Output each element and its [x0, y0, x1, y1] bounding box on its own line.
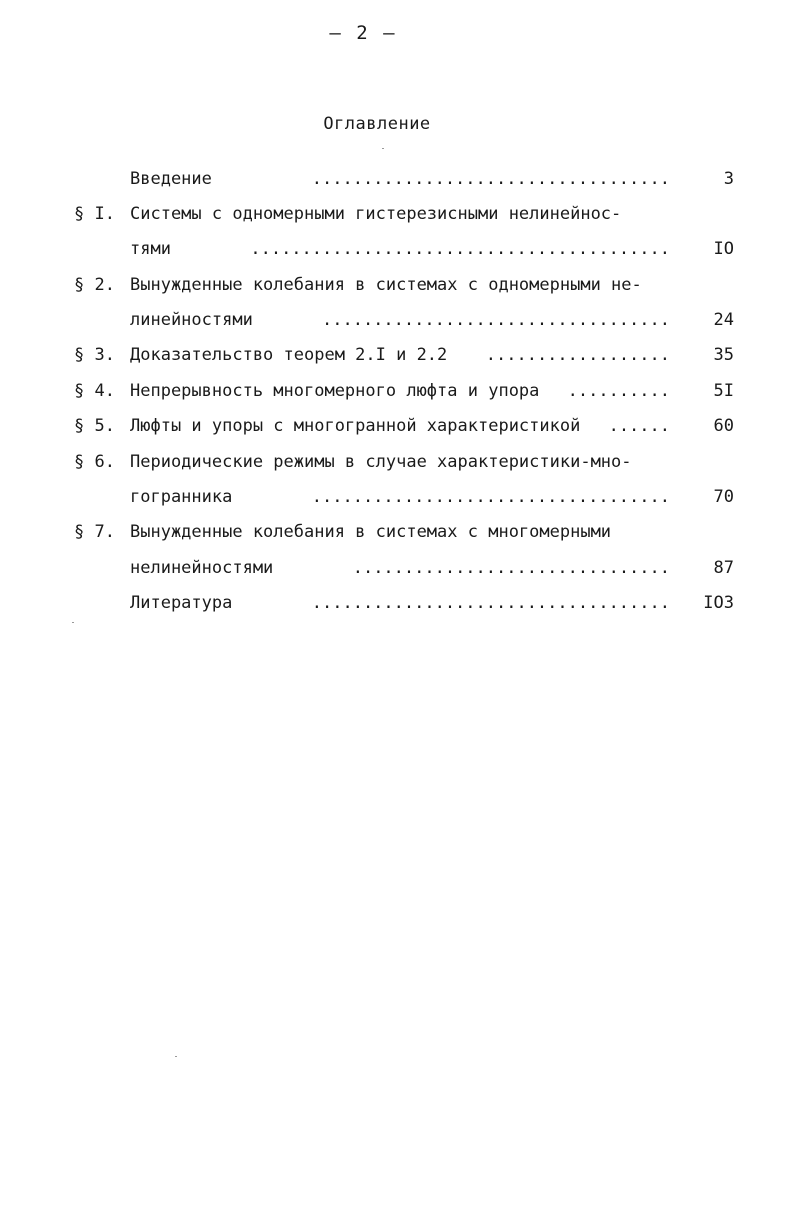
toc-section-number: § I.	[74, 204, 115, 224]
toc-title: Оглавление	[323, 114, 431, 134]
toc-page-ref: 87	[713, 558, 734, 578]
scan-speck	[175, 1056, 177, 1057]
toc-section-number: § 3.	[74, 345, 115, 365]
toc-leader-dots: ..................................	[322, 310, 670, 330]
toc-section-number: § 2.	[74, 275, 115, 295]
toc-page-ref: 35	[713, 345, 734, 365]
toc-leader-dots: ...................................	[311, 487, 670, 507]
toc-section-number: § 5.	[74, 416, 115, 436]
toc-page-ref: IO3	[703, 593, 734, 613]
toc-section-number: § 7.	[74, 522, 115, 542]
toc-entry-title: Системы с одномерными гистерезисными нелинейнос-	[130, 204, 622, 224]
toc-section-number: § 4.	[74, 381, 115, 401]
toc-section-number: § 6.	[74, 452, 115, 472]
toc-entry-title-cont: линейностями	[130, 310, 253, 330]
toc-entry-title-cont: нелинейностями	[130, 558, 274, 578]
toc-leader-dots: ...................................	[311, 593, 670, 613]
toc-leader-dots: ..........	[567, 381, 670, 401]
toc-leader-dots: .........................................	[250, 239, 670, 259]
page-number: – 2 –	[329, 22, 397, 44]
toc-entry-title: Вынужденные колебания в системах с одномерными не-	[130, 275, 642, 295]
toc-entry-title: Периодические режимы в случае характеристики-мно-	[130, 452, 632, 472]
toc-entry-title: Люфты и упоры с многогранной характеристикой	[130, 416, 581, 436]
toc-page-ref: 5I	[713, 381, 734, 401]
toc-entry-title: Доказательство теорем 2.I и 2.2	[130, 345, 448, 365]
toc-entry-title: Литература	[130, 593, 233, 613]
toc-page-ref: IO	[713, 239, 734, 259]
toc-entry-title-cont: тями	[130, 239, 171, 259]
toc-entry-title: Вынужденные колебания в системах с многомерными	[130, 522, 612, 542]
scan-speck	[72, 622, 74, 623]
toc-page-ref: 24	[713, 310, 734, 330]
toc-leader-dots: ..................	[485, 345, 670, 365]
toc-page-ref: 3	[723, 169, 734, 189]
toc-entry-title: Введение	[130, 169, 212, 189]
toc-leader-dots: ...................................	[311, 169, 670, 189]
toc-page-ref: 70	[713, 487, 734, 507]
scan-speck	[382, 148, 384, 149]
toc-page-ref: 60	[713, 416, 734, 436]
toc-entry-title-cont: гогранника	[130, 487, 233, 507]
toc-entry-title: Непрерывность многомерного люфта и упора	[130, 381, 540, 401]
toc-leader-dots: ...............................	[352, 558, 670, 578]
toc-leader-dots: ......	[608, 416, 670, 436]
